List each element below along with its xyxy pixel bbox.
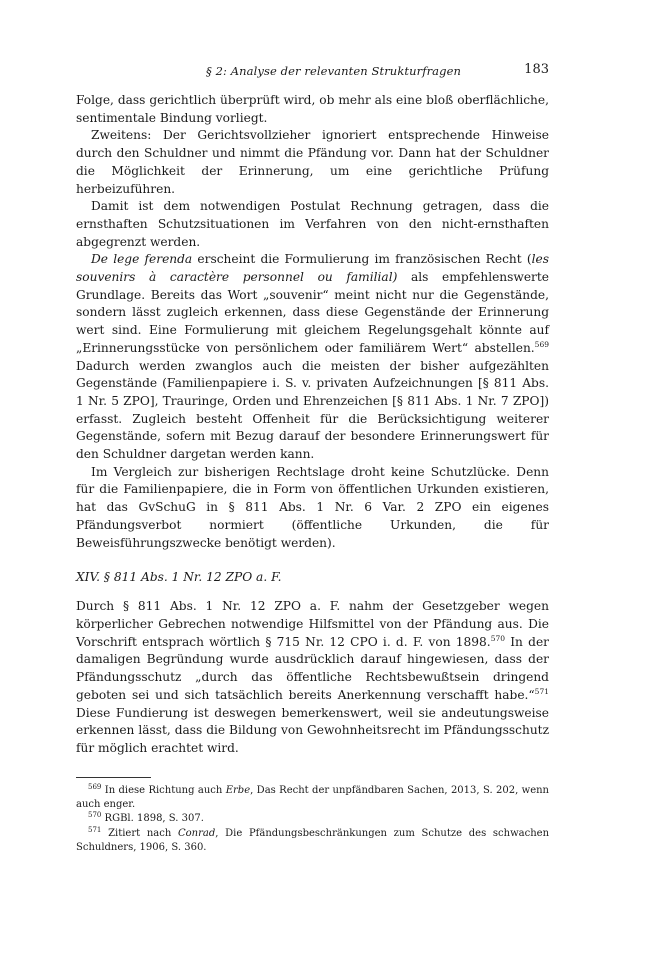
footnote-570 (76, 812, 549, 826)
footnote-text: In diese Richtung auch (101, 785, 226, 796)
section-paragraph-1 (76, 598, 549, 757)
footnote-text: , Das Recht der unpfändbaren Sachen, 2013, S. 202, wenn auch enger. (76, 785, 549, 811)
french-quote: les souvenirs à caractère personnel ou familial) (76, 252, 549, 285)
footnote-text: , Die Pfändungsbeschränkungen zum Schutze des schwachen Schuldners, 1906, S. 360. (76, 827, 550, 853)
paragraph-4-text-1: erscheint die Formulierung im französischen Recht ( (192, 252, 532, 267)
page-number: 183 (524, 62, 549, 77)
section-text-3: Diese Fundierung ist deswegen bemerkenswert, weil sie andeutungsweise erkennen lässt, dass die Bildung von Gewohnheitsrecht im Pfändungsschutz für möglich erachtet wird. (76, 705, 549, 755)
paragraph-5: Im Vergleich zur bisherigen Rechtslage droht keine Schutzlücke. Denn für die Familienpapiere, die in Form von öffentlichen Urkunden existieren, hat das GvSchuG in § 811 Abs. 1 Nr. 6 Var. 2 ZPO ein eigenes Pfändungsverbot normiert (öffentliche Urkunden, die für Beweisführungszwecke benötigt werden). (76, 464, 549, 550)
latin-term: De lege ferenda (91, 252, 193, 267)
footnote-571 (76, 827, 549, 855)
footnotes (76, 784, 549, 855)
running-head (76, 60, 549, 82)
footnote-number: 570 (88, 811, 102, 820)
paragraph-1: Folge, dass gerichtlich überprüft wird, ob mehr als eine bloß oberflächliche, sentimentale Bindung vorliegt. (76, 93, 549, 125)
section-text-2: In der damaligen Begründung wurde ausdrücklich darauf hingewiesen, dass der Pfändungsschutz „durch das öffentliche Rechtsbewußtsein dringend geboten sei und sich tatsächlich bereits Anerkennung verschafft habe.“ (76, 634, 549, 702)
footnote-separator (76, 777, 151, 778)
footnote-number: 571 (88, 825, 102, 834)
running-title: § 2: Analyse der relevanten Strukturfragen (206, 64, 461, 78)
paragraph-3: Damit ist dem notwendigen Postulat Rechnung getragen, dass die ernsthaften Schutzsituationen im Verfahren von den nicht-ernsthaften abgegrenzt werden. (76, 199, 549, 249)
footnote-text: RGBl. 1898, S. 307. (101, 813, 204, 825)
paragraph-2: Zweitens: Der Gerichtsvollzieher ignoriert entsprechende Hinweise durch den Schuldner und nimmt die Pfändung vor. Dann hat der Schuldner die Möglichkeit der Erinnerung, um eine gerichtliche Prüfung herbeizuführen. (76, 128, 549, 196)
footnote-number: 569 (88, 783, 102, 791)
footnote-ref-570[interactable]: 570 (490, 633, 506, 643)
footnote-text: Zitiert nach (101, 827, 178, 839)
paragraph-4-text-3: Dadurch werden zwanglos auch die meisten der bisher aufgezählten Gegenstände (Familienpapiere i. S. v. privaten Aufzeichnungen [§ 811 Abs. 1 Nr. 5 ZPO], Trauringe, Orden und Ehrenzeichen [§ 811 Abs. 1 Nr. 7 ZPO]) erfasst. Zugleich besteht Offenheit für die Berücksichtigung weiterer Gegenstände, sofern mit Bezug darauf der besondere Erinnerungswert für den Schuldner dargetan werden kann. (76, 358, 549, 462)
footnote-ref-571[interactable]: 571 (534, 686, 549, 696)
paragraph-4-text-2: als empfehlenswerte Grundlage. Bereits das Wort „souvenir“ meint nicht nur die Gegenstände, sondern lässt zugleich erkennen, dass diese Gegenstände der Erinnerung wert sind. Eine Formulierung mit gleichem Regelungsgehalt könnte auf „Erinnerungsstücke von persönlichem oder familiärem Wert“ abstellen. (76, 270, 549, 355)
footnote-ref-569[interactable]: 569 (534, 339, 549, 349)
footnote-author: Erbe (225, 785, 251, 796)
section-text-1: Durch § 811 Abs. 1 Nr. 12 ZPO a. F. nahm der Gesetzgeber wegen körperlicher Gebrechen notwendige Hilfsmittel von der Pfändung aus. Die Vorschrift entsprach wörtlich § 715 Nr. 12 CPO i. d. F. von 1898. (76, 599, 549, 649)
footnote-569 (76, 784, 549, 812)
paragraph-4 (76, 251, 549, 463)
section-heading: XIV. § 811 Abs. 1 Nr. 12 ZPO a. F. (76, 570, 282, 585)
footnote-author: Conrad (177, 827, 216, 839)
body-text (76, 92, 549, 758)
page (76, 60, 549, 758)
